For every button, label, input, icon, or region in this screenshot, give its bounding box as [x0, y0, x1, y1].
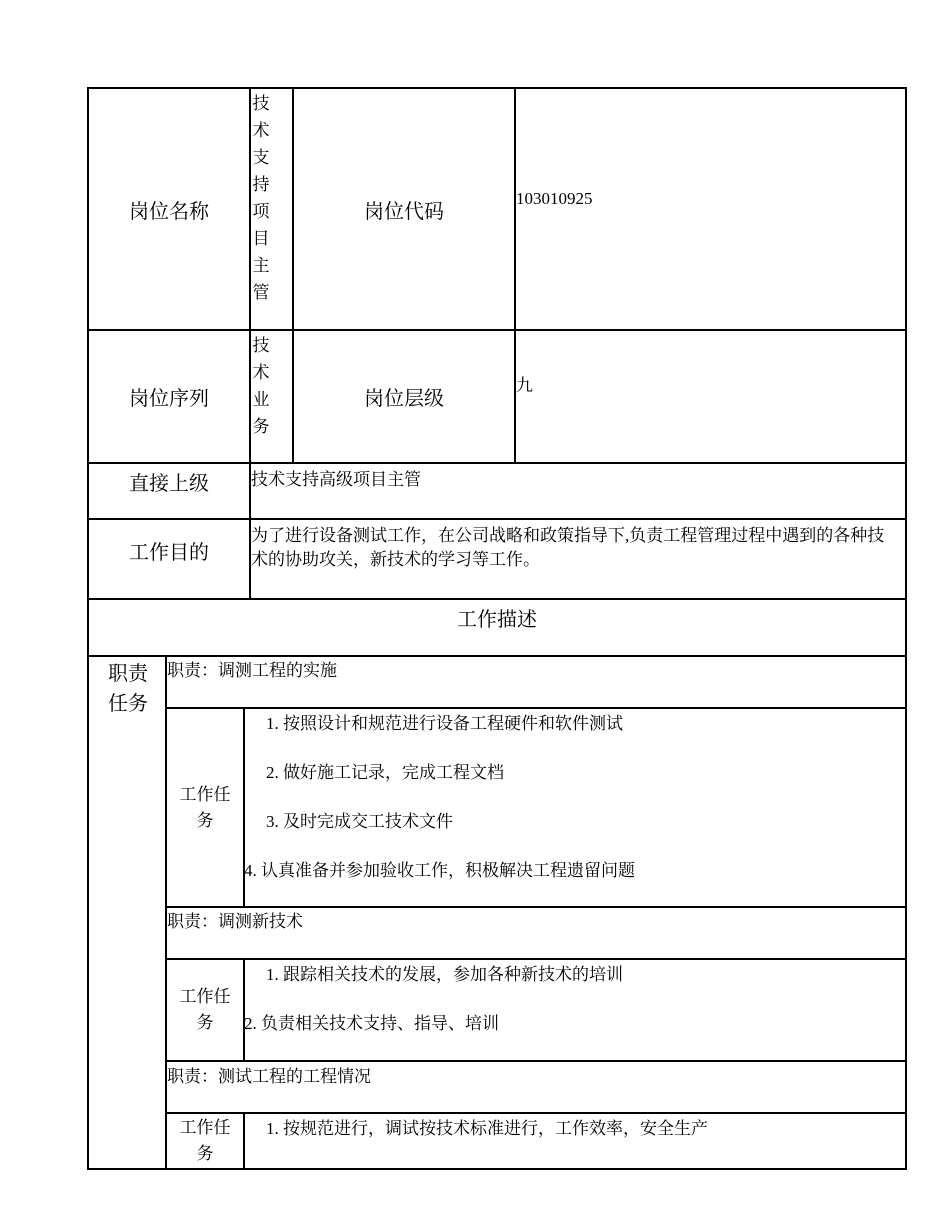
job-level-value: 九 [516, 376, 533, 395]
superior-label: 直接上级 [129, 472, 209, 495]
list-item: 4. 认真准备并参加验收工作，积极解决工程遗留问题 [244, 861, 635, 880]
duty-3-title: 职责：测试工程的工程情况 [167, 1067, 371, 1086]
task-label-1: 工作任务 [179, 784, 231, 830]
purpose-label: 工作目的 [129, 541, 209, 564]
work-description-header: 工作描述 [457, 608, 537, 631]
job-sequence-value: 技术业务 [252, 336, 270, 436]
superior-value: 技术支持高级项目主管 [251, 470, 421, 489]
list-item: 2. 做好施工记录，完成工程文档 [266, 763, 504, 782]
duty-1-title: 职责：调测工程的实施 [167, 661, 337, 680]
list-item: 3. 及时完成交工技术文件 [266, 812, 453, 831]
task-label-2: 工作任务 [179, 987, 231, 1032]
job-name-value: 技术支持项目主管 [252, 94, 270, 302]
job-sequence-label: 岗位序列 [129, 388, 209, 410]
list-item: 2. 负责相关技术支持、指导、培训 [244, 1014, 499, 1033]
list-item: 1. 跟踪相关技术的发展，参加各种新技术的培训 [266, 965, 623, 984]
duties-tasks-label: 职责任务 [108, 663, 148, 715]
purpose-value: 为了进行设备测试工作，在公司战略和政策指导下,负责工程管理过程中遇到的各种技术的协助攻关，新技术的学习等工作。 [251, 526, 885, 569]
job-name-label: 岗位名称 [129, 200, 209, 223]
job-level-label: 岗位层级 [364, 388, 444, 410]
job-code-value: 103010925 [516, 189, 593, 208]
list-item: 1. 按照设计和规范进行设备工程硬件和软件测试 [266, 714, 623, 733]
task-label-3: 工作任务 [179, 1118, 231, 1163]
job-code-label: 岗位代码 [364, 200, 444, 223]
duty-2-title: 职责：调测新技术 [167, 912, 303, 931]
list-item: 1. 按规范进行，调试按技术标准进行，工作效率，安全生产 [266, 1119, 708, 1138]
